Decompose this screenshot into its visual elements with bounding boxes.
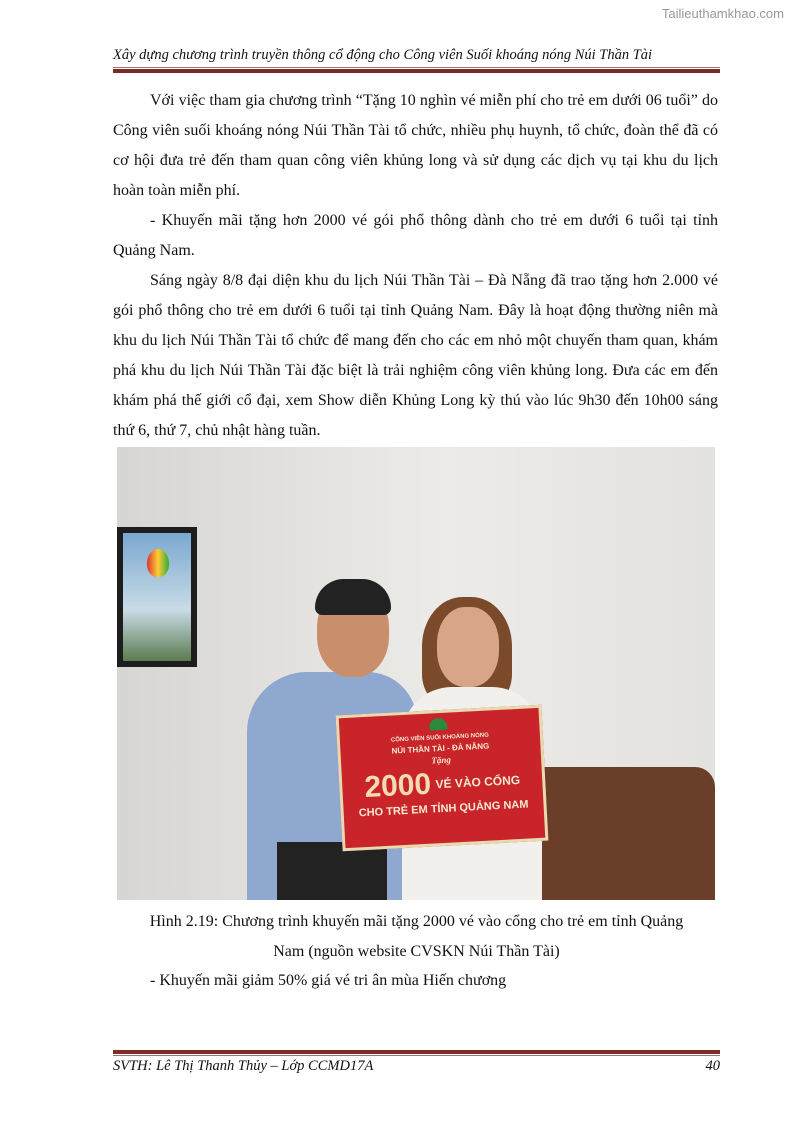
- logo-icon: [429, 718, 448, 731]
- footer-rule: [113, 1050, 720, 1056]
- donation-sign: CÔNG VIÊN SUỐI KHOÁNG NÓNG NÚI THẦN TÀI - ĐÀ NẴNG Tặng 2000 VÉ VÀO CỔNG CHO TRẺ EM TỈNH QUẢNG NAM: [336, 705, 549, 852]
- hot-air-balloon: [147, 549, 169, 577]
- watermark: Tailieuthamkhao.com: [661, 6, 784, 21]
- page-number: 40: [705, 1058, 720, 1074]
- footer-author: SVTH: Lê Thị Thanh Thủy – Lớp CCMD17A: [113, 1058, 374, 1074]
- wall-painting: [117, 527, 197, 667]
- figure-caption: Hình 2.19: Chương trình khuyến mãi tặng 2000 vé vào cổng cho trẻ em tỉnh Quảng Nam (nguồn website CVSKN Núi Thần Tài): [149, 913, 684, 960]
- paragraph: - Khuyến mãi tặng hơn 2000 vé gói phổ thông dành cho trẻ em dưới 6 tuổi tại tỉnh Quảng Nam.: [113, 212, 718, 259]
- running-header: Xây dựng chương trình truyền thông cổ động cho Công viên Suối khoáng nóng Núi Thần Tài: [113, 47, 653, 63]
- bullet-item: - Khuyến mãi giảm 50% giá vé tri ân mùa Hiến chương: [150, 972, 507, 989]
- sofa: [525, 767, 715, 900]
- footer: [113, 1058, 720, 1075]
- paragraph: Với việc tham gia chương trình “Tặng 10 nghìn vé miễn phí cho trẻ em dưới 06 tuổi” do Công viên suối khoáng nóng Núi Thần Tài tổ chức, nhiều phụ huynh, tổ chức, đoàn thể đã có cơ hội đưa trẻ đến tham quan công viên khủng long và sử dụng các dịch vụ tại khu du lịch hoàn toàn miễn phí.: [113, 92, 718, 199]
- header-rule: [113, 67, 720, 73]
- body-text: [113, 86, 718, 446]
- figure-photo: [117, 447, 715, 900]
- paragraph: Sáng ngày 8/8 đại diện khu du lịch Núi Thần Tài – Đà Nẵng đã trao tặng hơn 2.000 vé gói phổ thông cho trẻ em dưới 6 tuổi tại tỉnh Quảng Nam. Đây là hoạt động thường niên mà khu du lịch Núi Thần Tài tổ chức để mang đến cho các em nhỏ một chuyến tham quan, khám phá khu du lịch Núi Thần Tài đặc biệt là trải nghiệm công viên khủng long. Đưa các em đến khám phá thế giới cổ đại, xem Show diễn Khủng Long kỳ thú vào lúc 9h30 đến 10h00 sáng thứ 6, thứ 7, chủ nhật hàng tuần.: [113, 272, 718, 439]
